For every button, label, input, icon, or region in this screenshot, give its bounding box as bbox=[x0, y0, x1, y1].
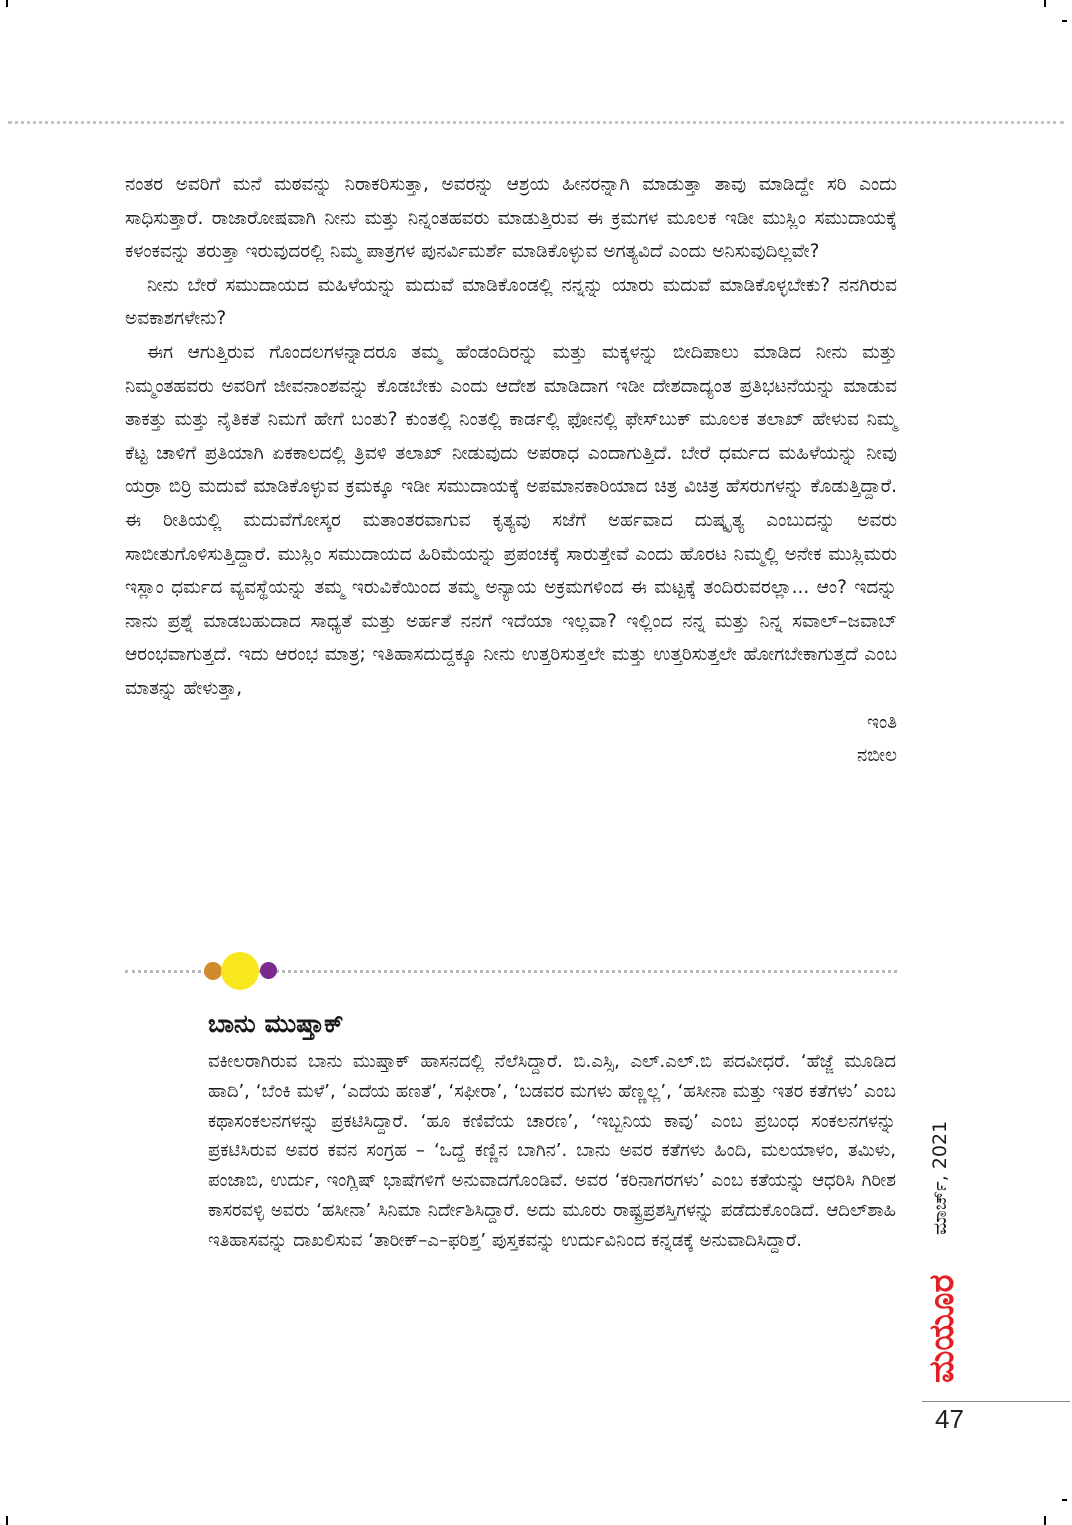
margin-masthead bbox=[922, 1060, 984, 1383]
author-bio-paragraph: ವಕೀಲರಾಗಿರುವ ಬಾನು ಮುಷ್ತಾಕ್ ಹಾಸನದಲ್ಲಿ ನೆಲೆಸಿದ್ದಾರೆ. ಬಿ.ಎಸ್ಸಿ, ಎಲ್.ಎಲ್.ಬಿ ಪದವೀಧರೆ. ‘ಹೆಜ್ಜೆ ಮೂಡಿದ ಹಾದಿ’, ‘ಬೆಂಕಿ ಮಳೆ’, ‘ಎದೆಯ ಹಣತೆ’, ‘ಸಫೀರಾ’, ‘ಬಡವರ ಮಗಳು ಹೆಣ್ಣಲ್ಲ’, ‘ಹಸೀನಾ ಮತ್ತು ಇತರ ಕತೆಗಳು’ ಎಂಬ ಕಥಾಸಂಕಲನಗಳನ್ನು ಪ್ರಕಟಿಸಿದ್ದಾರೆ. ‘ಹೂ ಕಣಿವೆಯ ಚಾರಣ’, ‘ಇಬ್ಬನಿಯ ಕಾವು’ ಎಂಬ ಪ್ರಬಂಧ ಸಂಕಲನಗಳನ್ನು ಪ್ರಕಟಿಸಿರುವ ಅವರ ಕವನ ಸಂಗ್ರಹ – ‘ಒದ್ದೆ ಕಣ್ಣಿನ ಬಾಗಿನ’. ಬಾನು ಅವರ ಕತೆಗಳು ಹಿಂದಿ, ಮಲಯಾಳಂ, ತಮಿಳು, ಪಂಜಾಬಿ, ಉರ್ದು, ಇಂಗ್ಲಿಷ್ ಭಾಷೆಗಳಿಗೆ ಅನುವಾದಗೊಂಡಿವೆ. ಅವರ ‘ಕರಿನಾಗರಗಳು’ ಎಂಬ ಕತೆಯನ್ನು ಆಧರಿಸಿ ಗಿರೀಶ ಕಾಸರವಳ್ಳಿ ಅವರು ‘ಹಸೀನಾ’ ಸಿನಿಮಾ ನಿರ್ದೇಶಿಸಿದ್ದಾರೆ. ಅದು ಮೂರು ರಾಷ್ಟ್ರಪ್ರಶಸ್ತಿಗಳನ್ನು ಪಡೆದುಕೊಂಡಿದೆ. ಆದಿಲ್‌ಶಾಹಿ ಇತಿಹಾಸವನ್ನು ದಾಖಲಿಸುವ ‘ತಾರೀಕ್–ಎ–ಫರಿಶ್ತ’ ಪುಸ್ತಕವನ್ನು ಉರ್ದುವಿನಿಂದ ಕನ್ನಡಕ್ಕೆ ಅನುವಾದಿಸಿದ್ದಾರೆ. bbox=[208, 1051, 896, 1251]
crop-mark-top-right bbox=[1044, 0, 1046, 7]
author-bio-text bbox=[208, 1047, 896, 1256]
crop-mark-right-top bbox=[1062, 20, 1067, 22]
crop-mark-bottom-left bbox=[6, 1516, 8, 1525]
yellow-dot-ornament bbox=[221, 952, 259, 990]
page-number-rule bbox=[922, 1401, 1070, 1402]
crop-mark-right-bottom bbox=[1062, 1499, 1067, 1501]
closing-word: ಇಂತಿ bbox=[866, 711, 897, 733]
author-bio-title: ಬಾನು ಮುಷ್ತಾಕ್ bbox=[208, 1009, 344, 1038]
article-paragraph-3: ಈಗ ಆಗುತ್ತಿರುವ ಗೊಂದಲಗಳನ್ನಾದರೂ ತಮ್ಮ ಹೆಂಡಂದಿರನ್ನು ಮತ್ತು ಮಕ್ಕಳನ್ನು ಬೀದಿಪಾಲು ಮಾಡಿದ ನೀನು ಮತ್ತು ನಿಮ್ಮಂತಹವರು ಅವರಿಗೆ ಜೀವನಾಂಶವನ್ನು ಕೊಡಬೇಕು ಎಂದು ಆದೇಶ ಮಾಡಿದಾಗ ಇಡೀ ದೇಶದಾದ್ಯಂತ ಪ್ರತಿಭಟನೆಯನ್ನು ಮಾಡುವ ತಾಕತ್ತು ಮತ್ತು ನೈತಿಕತೆ ನಿಮಗೆ ಹೇಗೆ ಬಂತು? ಕುಂತಲ್ಲಿ ನಿಂತಲ್ಲಿ ಕಾರ್ಡಲ್ಲಿ ಫೋನಲ್ಲಿ ಫೇಸ್‌ಬುಕ್ ಮೂಲಕ ತಲಾಖ್ ಹೇಳುವ ನಿಮ್ಮ ಕೆಟ್ಟ ಚಾಳಿಗೆ ಪ್ರತಿಯಾಗಿ ಏಕಕಾಲದಲ್ಲಿ ತ್ರಿವಳಿ ತಲಾಖ್ ನೀಡುವುದು ಅಪರಾಧ ಎಂದಾಗುತ್ತಿದೆ. ಬೇರೆ ಧರ್ಮದ ಮಹಿಳೆಯನ್ನು ನೀವು ಯರ್ರಾ ಬಿರ್ರಿ ಮದುವೆ ಮಾಡಿಕೊಳ್ಳುವ ಕ್ರಮಕ್ಕೂ ಇಡೀ ಸಮುದಾಯಕ್ಕೆ ಅಪಮಾನಕಾರಿಯಾದ ಚಿತ್ರ ವಿಚಿತ್ರ ಹೆಸರುಗಳನ್ನು ಕೊಡುತ್ತಿದ್ದಾರೆ. ಈ ರೀತಿಯಲ್ಲಿ ಮದುವೆಗೋಸ್ಕರ ಮತಾಂತರವಾಗುವ ಕೃತ್ಯವು ಸಜೆಗೆ ಅರ್ಹವಾದ ದುಷ್ಕೃತ್ಯ ಎಂಬುದನ್ನು ಅವರು ಸಾಬೀತುಗೊಳಿಸುತ್ತಿದ್ದಾರೆ. ಮುಸ್ಲಿಂ ಸಮುದಾಯದ ಹಿರಿಮೆಯನ್ನು ಪ್ರಪಂಚಕ್ಕೆ ಸಾರುತ್ತೇವೆ ಎಂದು ಹೊರಟ ನಿಮ್ಮಲ್ಲಿ ಅನೇಕ ಮುಸ್ಲಿಮರು ಇಸ್ಲಾಂ ಧರ್ಮದ ವ್ಯವಸ್ಥೆಯನ್ನು ತಮ್ಮ ಇರುವಿಕೆಯಿಂದ ತಮ್ಮ ಅನ್ಯಾಯ ಅಕ್ರಮಗಳಿಂದ ಈ ಮಟ್ಟಕ್ಕೆ ತಂದಿರುವರಲ್ಲಾ... ಆಂ? ಇದನ್ನು ನಾನು ಪ್ರಶ್ನೆ ಮಾಡಬಹುದಾದ ಸಾಧ್ಯತೆ ಮತ್ತು ಅರ್ಹತೆ ನನಗೆ ಇದೆಯಾ ಇಲ್ಲವಾ? ಇಲ್ಲಿಂದ ನನ್ನ ಮತ್ತು ನಿನ್ನ ಸವಾಲ್–ಜವಾಬ್ ಆರಂಭವಾಗುತ್ತದೆ. ಇದು ಆರಂಭ ಮಾತ್ರ; ಇತಿಹಾಸದುದ್ದಕ್ಕೂ ನೀನು ಉತ್ತರಿಸುತ್ತಲೇ ಮತ್ತು ಉತ್ತರಿಸುತ್ತಲೇ ಹೋಗಬೇಕಾಗುತ್ತದೆ ಎಂಬ ಮಾತನ್ನು ಹೇಳುತ್ತಾ, bbox=[125, 341, 897, 699]
purple-dot-ornament bbox=[260, 962, 277, 979]
article-paragraph-2: ನೀನು ಬೇರೆ ಸಮುದಾಯದ ಮಹಿಳೆಯನ್ನು ಮದುವೆ ಮಾಡಿಕೊಂಡಲ್ಲಿ ನನ್ನನ್ನು ಯಾರು ಮದುವೆ ಮಾಡಿಕೊಳ್ಳಬೇಕು? ನನಗಿರುವ ಅವಕಾಶಗಳೇನು? bbox=[125, 274, 897, 330]
top-dotted-rule bbox=[8, 121, 1064, 124]
magazine-logo: ಮಯೂರ bbox=[922, 1274, 962, 1383]
orange-dot-ornament bbox=[204, 962, 222, 980]
page-number: 47 bbox=[935, 1404, 964, 1434]
issue-date: ಮಾರ್ಚ್, 2021 bbox=[929, 1120, 951, 1235]
crop-mark-top-left bbox=[6, 0, 8, 7]
crop-mark-bottom-right bbox=[1044, 1516, 1046, 1525]
article-paragraph-1: ನಂತರ ಅವರಿಗೆ ಮನೆ ಮಠವನ್ನು ನಿರಾಕರಿಸುತ್ತಾ, ಅವರನ್ನು ಆಶ್ರಯ ಹೀನರನ್ನಾಗಿ ಮಾಡುತ್ತಾ ತಾವು ಮಾಡಿದ್ದೇ ಸರಿ ಎಂದು ಸಾಧಿಸುತ್ತಾರೆ. ರಾಜಾರೋಷವಾಗಿ ನೀನು ಮತ್ತು ನಿನ್ನಂತಹವರು ಮಾಡುತ್ತಿರುವ ಈ ಕ್ರಮಗಳ ಮೂಲಕ ಇಡೀ ಮುಸ್ಲಿಂ ಸಮುದಾಯಕ್ಕೆ ಕಳಂಕವನ್ನು ತರುತ್ತಾ ಇರುವುದರಲ್ಲಿ ನಿಮ್ಮ ಪಾತ್ರಗಳ ಪುನರ್ವಿಮರ್ಶೆ ಮಾಡಿಕೊಳ್ಳುವ ಅಗತ್ಯವಿದೆ ಎಂದು ಅನಿಸುವುದಿಲ್ಲವೇ? bbox=[125, 174, 897, 263]
article-body bbox=[125, 168, 897, 773]
signature: ನಬೀಲ bbox=[856, 745, 897, 767]
